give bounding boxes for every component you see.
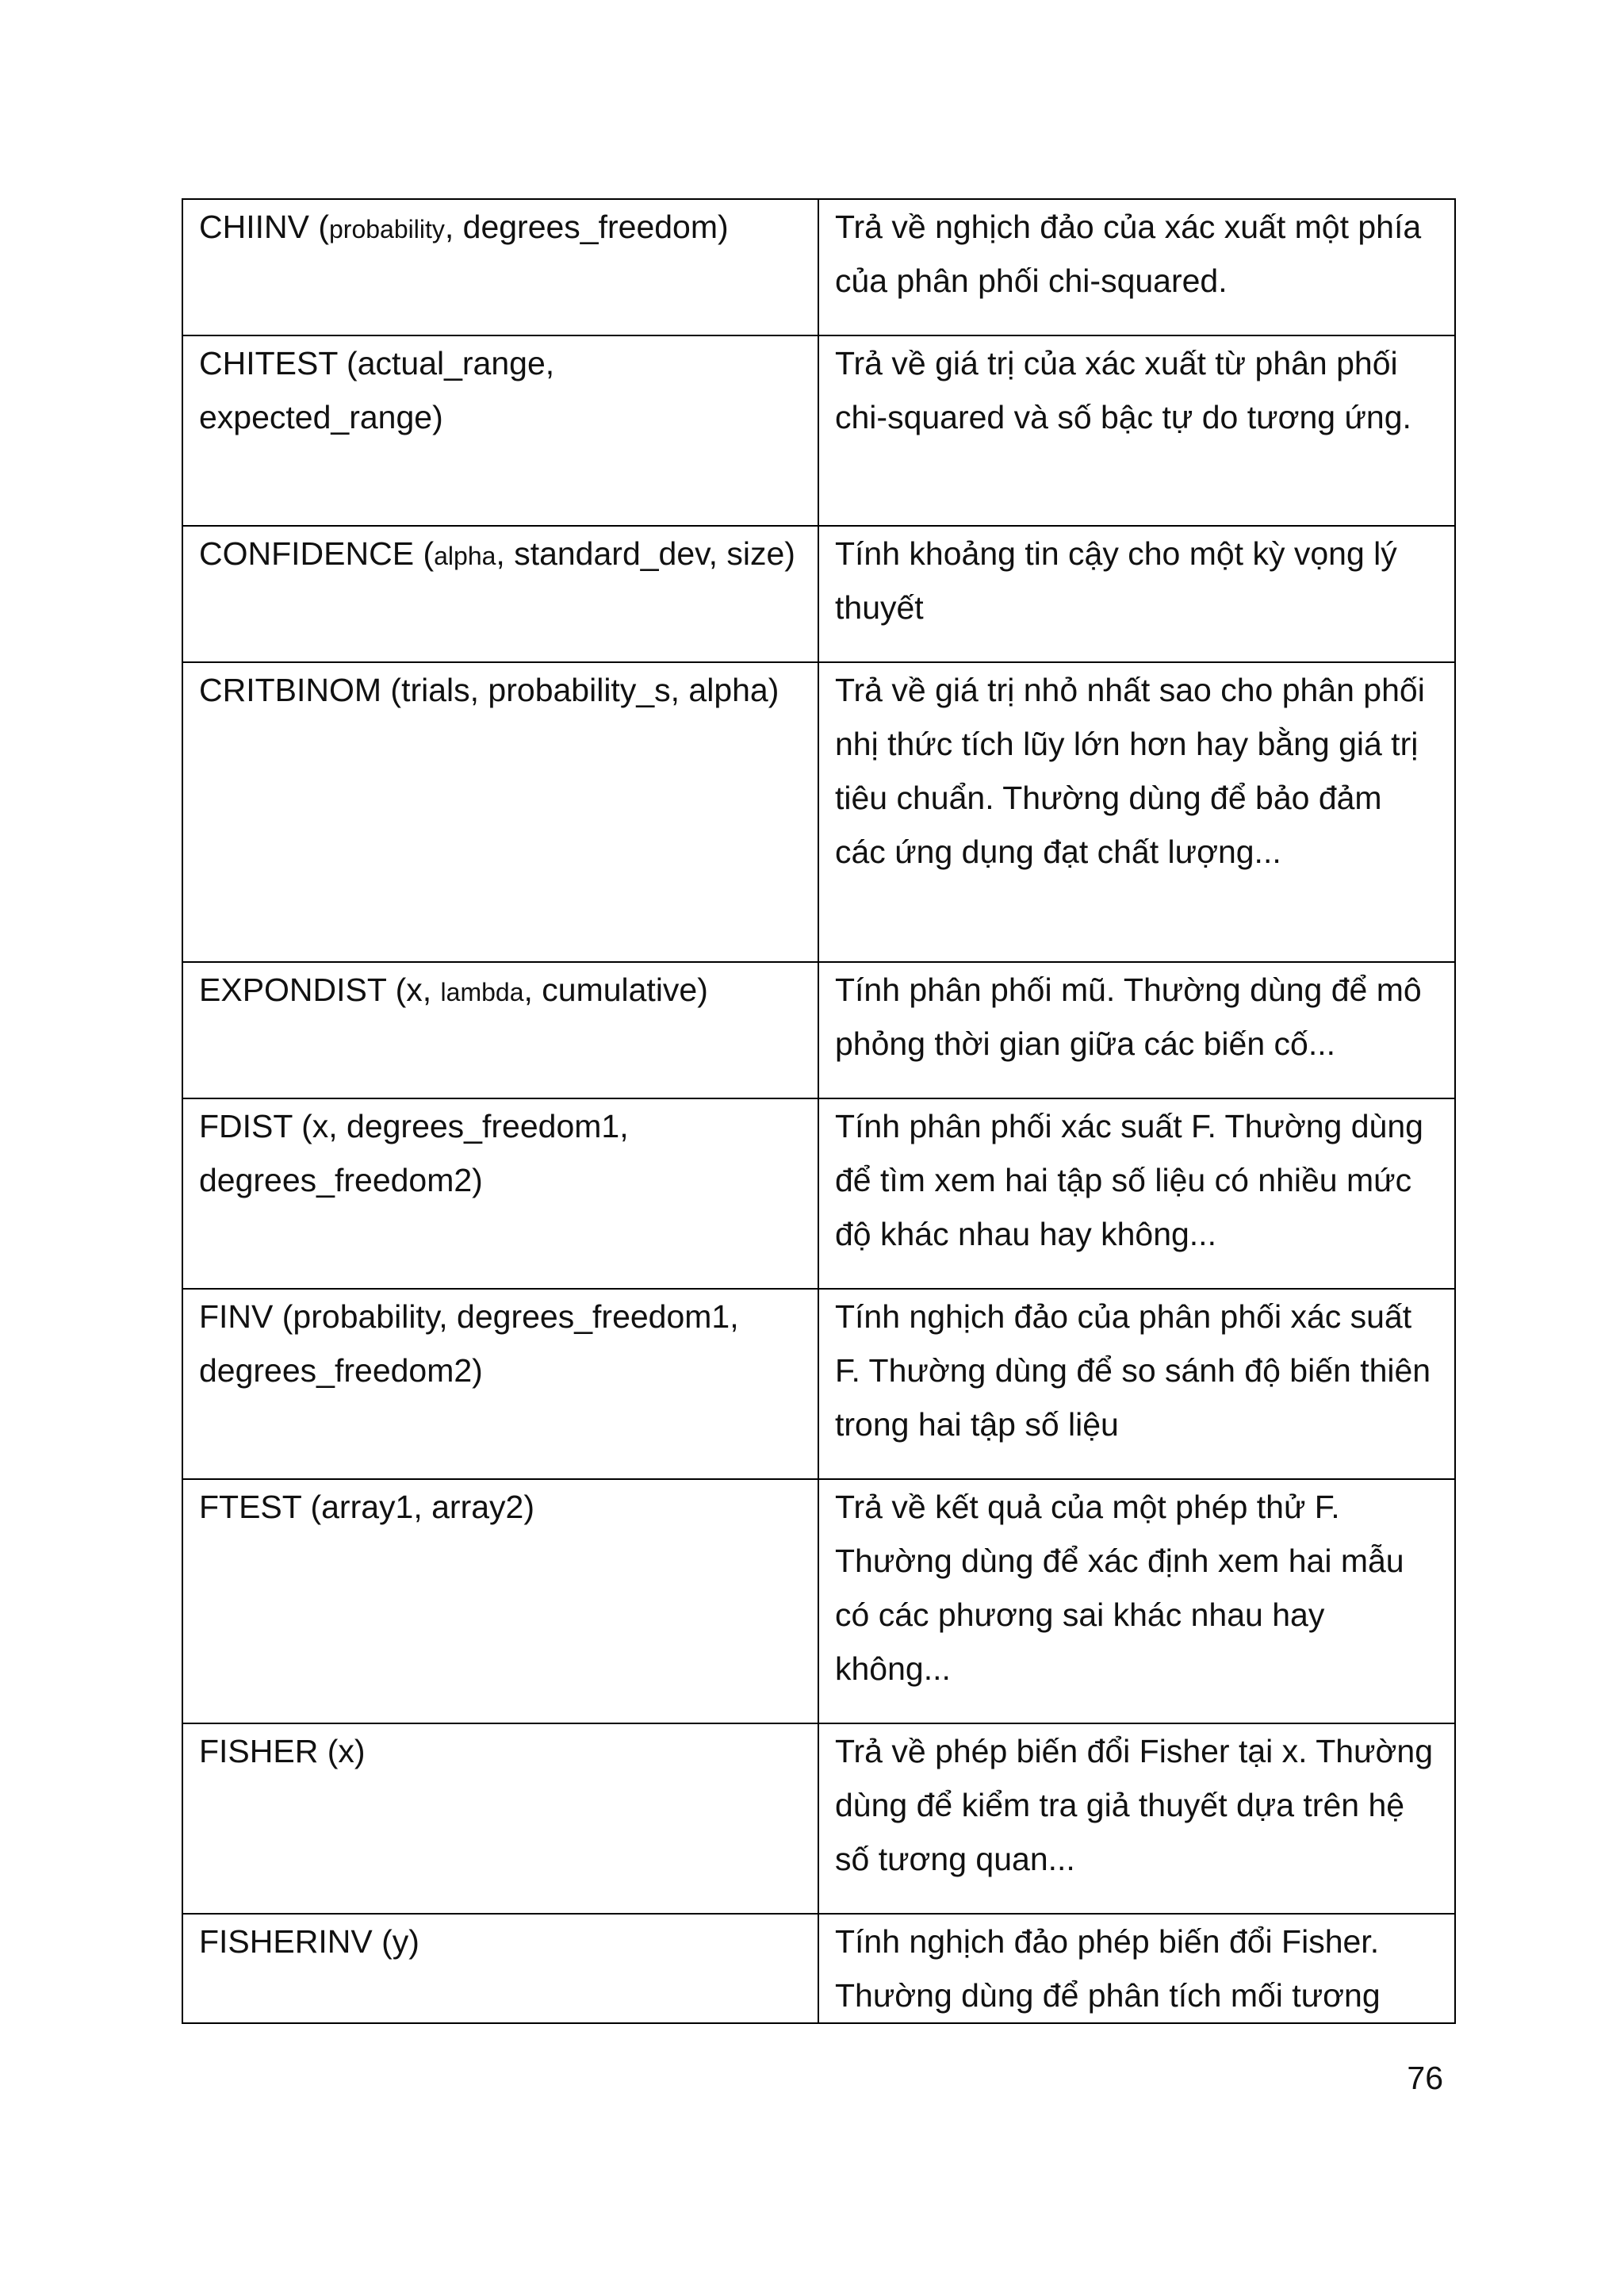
function-cell: EXPONDIST (x, lambda, cumulative) [182,962,818,1098]
description-cell: Tính nghịch đảo phép biến đổi Fisher. Thường dùng để phân tích mối tương [818,1914,1455,2023]
description-cell: Trả về nghịch đảo của xác xuất một phía của phân phối chi-squared. [818,199,1455,335]
description-cell: Trả về phép biến đổi Fisher tại x. Thường dùng để kiểm tra giả thuyết dựa trên hệ số tương quan... [818,1723,1455,1914]
table-row [182,1098,1455,1289]
table-row [182,335,1455,526]
function-cell: CONFIDENCE (alpha, standard_dev, size) [182,526,818,662]
table-row [182,1289,1455,1479]
description-cell: Trả về giá trị của xác xuất từ phân phối chi-squared và số bậc tự do tương ứng. [818,335,1455,526]
table-row [182,199,1455,335]
description-cell: Trả về kết quả của một phép thử F. Thường dùng để xác định xem hai mẫu có các phương sai khác nhau hay không... [818,1479,1455,1723]
page-number: 76 [1407,2060,1443,2096]
function-table [182,198,1456,2024]
table-row [182,526,1455,662]
description-cell: Tính phân phối mũ. Thường dùng để mô phỏng thời gian giữa các biến cố... [818,962,1455,1098]
function-cell: CHIINV (probability, degrees_freedom) [182,199,818,335]
function-cell: FISHERINV (y) [182,1914,818,2023]
description-cell: Tính khoảng tin cậy cho một kỳ vọng lý thuyết [818,526,1455,662]
table-row [182,1479,1455,1723]
description-cell: Tính nghịch đảo của phân phối xác suất F. Thường dùng để so sánh độ biến thiên trong hai tập số liệu [818,1289,1455,1479]
function-cell: FINV (probability, degrees_freedom1, degrees_freedom2) [182,1289,818,1479]
table-row [182,962,1455,1098]
function-cell: FISHER (x) [182,1723,818,1914]
description-cell: Trả về giá trị nhỏ nhất sao cho phân phối nhị thức tích lũy lớn hơn hay bằng giá trị tiêu chuẩn. Thường dùng để bảo đảm các ứng dụng đạt chất lượng... [818,662,1455,962]
function-cell: CHITEST (actual_range, expected_range) [182,335,818,526]
table-row [182,1914,1455,2023]
function-cell: CRITBINOM (trials, probability_s, alpha) [182,662,818,962]
function-cell: FDIST (x, degrees_freedom1, degrees_freedom2) [182,1098,818,1289]
table-row [182,662,1455,962]
description-cell: Tính phân phối xác suất F. Thường dùng để tìm xem hai tập số liệu có nhiều mức độ khác nhau hay không... [818,1098,1455,1289]
function-cell: FTEST (array1, array2) [182,1479,818,1723]
table-row [182,1723,1455,1914]
